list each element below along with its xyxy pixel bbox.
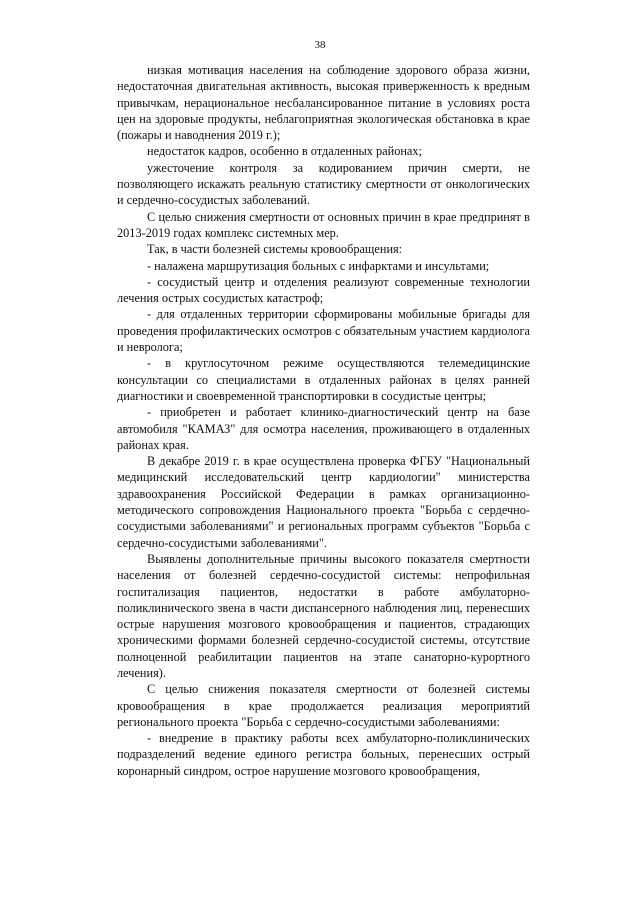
list-item: - внедрение в практику работы всех амбулаторно-поликлинических подразделений ведение единого регистра больных, перенесших острый коронарный синдром, острое нарушение мозгового кровообращения,: [117, 731, 530, 778]
body-text: [117, 62, 530, 779]
paragraph: Выявлены дополнительные причины высокого показателя смертности населения от болезней сердечно-сосудистой системы: непрофильная госпитализация пациентов, недостатки в работе амбулаторно-поликлинического звена в части диспансерного наблюдения лиц, перенесших острые нарушения мозгового кровообращения и пациентов, страдающих хроническими формами болезней сердечно-сосудистой системы, отсутствие полноценной реабилитации пациентов на этапе санаторно-курортного лечения).: [117, 551, 530, 680]
list-item: - сосудистый центр и отделения реализуют современные технологии лечения острых сосудистых катастроф;: [117, 274, 530, 306]
list-item: - в круглосуточном режиме осуществляются телемедицинские консультации со специалистами в отдаленных районах в целях ранней диагностики и своевременной транспортировки в сосудистые центры;: [117, 356, 530, 403]
list-item: - приобретен и работает клинико-диагностический центр на базе автомобиля "КАМАЗ" для осмотра населения, проживающего в отдаленных районах края.: [117, 405, 530, 452]
paragraph: низкая мотивация населения на соблюдение здорового образа жизни, недостаточная двигательная активность, высокая приверженность к вредным привычкам, нерациональное несбалансированное питание в условиях роста цен на здоровые продукты, неблагоприятная экологическая обстановка в крае (пожары и наводнения 2019 г.);: [117, 63, 530, 143]
page-number: 38: [314, 39, 326, 51]
paragraph: С целью снижения смертности от основных причин в крае предпринят в 2013-2019 годах комплекс системных мер.: [117, 209, 530, 240]
paragraph: С целью снижения показателя смертности от болезней системы кровообращения в крае продолжается реализация мероприятий регионального проекта "Борьба с сердечно-сосудистыми заболеваниями:: [117, 682, 530, 729]
list-item: - для отдаленных территории сформированы мобильные бригады для проведения профилактических осмотров с обязательным участием кардиолога и невролога;: [117, 307, 530, 355]
paragraph: недостаток кадров, особенно в отдаленных районах;: [147, 144, 422, 159]
paragraph: В декабре 2019 г. в крае осуществлена проверка ФГБУ "Национальный медицинский исследовательский центр кардиологии" министерства здравоохранения Российской Федерации в рамках организационно-методического сопровождения Национального проекта "Борьба с сердечно-сосудистыми заболеваниями" и региональных программ субъектов "Борьба с сердечно-сосудистыми заболеваниями".: [117, 454, 530, 550]
list-item: - налажена маршрутизация больных с инфарктами и инсультами;: [147, 258, 490, 273]
paragraph: Так, в части болезней системы кровообращения:: [147, 242, 403, 257]
paragraph: ужесточение контроля за кодированием причин смерти, не позволяющего искажать реальную статистику смертности от онкологических и сердечно-сосудистых заболеваний.: [117, 160, 530, 208]
